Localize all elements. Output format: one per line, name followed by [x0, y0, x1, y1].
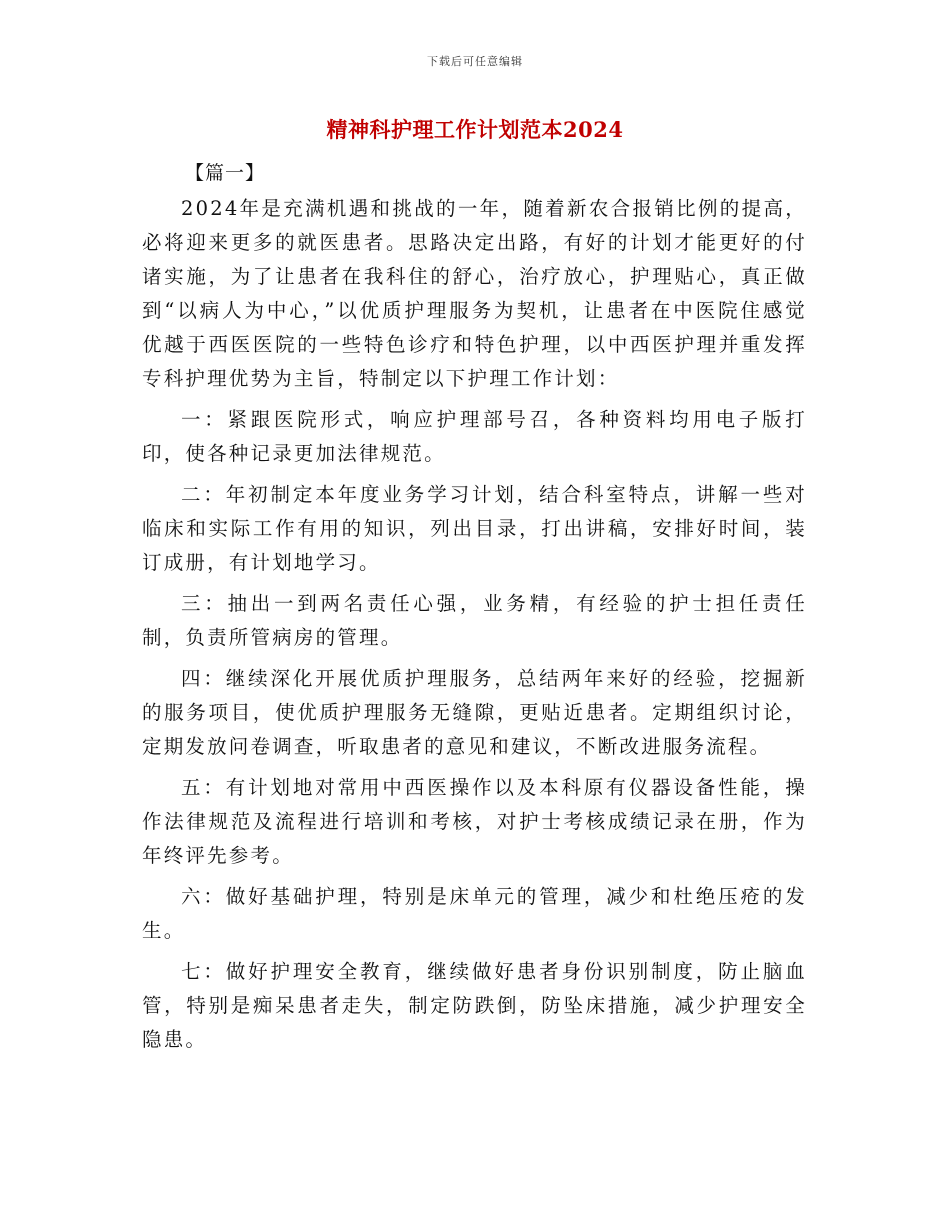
paragraph-item-5: 五：有计划地对常用中西医操作以及本科原有仪器设备性能，操作法律规范及流程进行培训和考核，对护士考核成绩记录在册，作为年终评先参考。: [142, 776, 807, 867]
paragraph-item-7: 七：做好护理安全教育，继续做好患者身份识别制度，防止脑血管，特别是痴呆患者走失，制定防跌倒，防坠床措施，减少护理安全隐患。: [142, 960, 807, 1051]
page-title: 精神科护理工作计划范本2024: [326, 117, 624, 142]
paragraph-item-4: 四：继续深化开展优质护理服务，总结两年来好的经验，挖掘新的服务项目，使优质护理服务无缝隙，更贴近患者。定期组织讨论，定期发放问卷调查，听取患者的意见和建议，不断改进服务流程。: [142, 667, 807, 758]
paragraph-item-2: 二：年初制定本年度业务学习计划，结合科室特点，讲解一些对临床和实际工作有用的知识，列出目录，打出讲稿，安排好时间，装订成册，有计划地学习。: [142, 483, 807, 574]
paragraph-item-6: 六：做好基础护理，特别是床单元的管理，减少和杜绝压疮的发生。: [142, 885, 807, 942]
section-label: 【篇一】: [185, 162, 266, 184]
header-note: 下载后可任意编辑: [427, 55, 523, 68]
document-body: [142, 192, 807, 1057]
paragraph-intro: 2024年是充满机遇和挑战的一年，随着新农合报销比例的提高，必将迎来更多的就医患者。思路决定出路，有好的计划才能更好的付诸实施，为了让患者在我科住的舒心，治疗放心，护理贴心，真正做到“以病人为中心，”以优质护理服务为契机，让患者在中医院住感觉优越于西医医院的一些特色诊疗和特色护理，以中西医护理并重发挥专科护理优势为主旨，特制定以下护理工作计划：: [142, 197, 807, 390]
paragraph-item-1: 一：紧跟医院形式，响应护理部号召，各种资料均用电子版打印，使各种记录更加法律规范。: [142, 408, 807, 465]
paragraph-item-3: 三：抽出一到两名责任心强，业务精，有经验的护士担任责任制，负责所管病房的管理。: [142, 592, 807, 649]
